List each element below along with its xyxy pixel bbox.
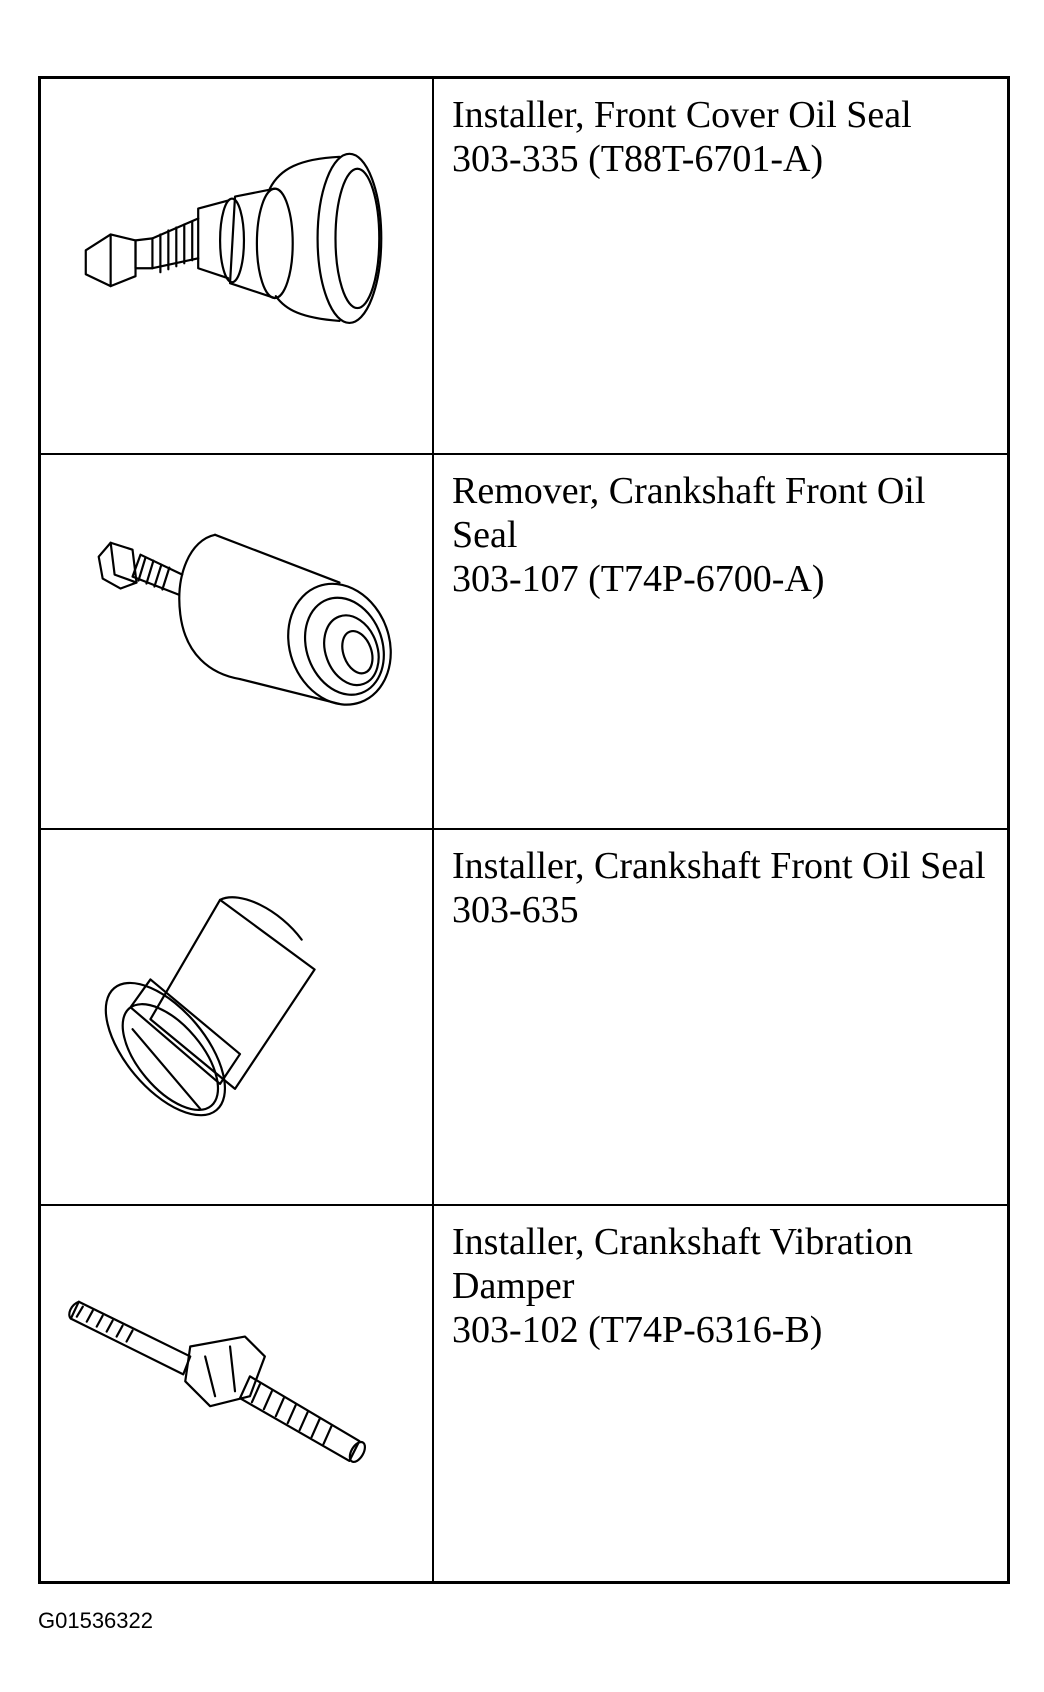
tool-description-cell: [434, 455, 1007, 831]
tool-description-cell: [434, 830, 1007, 1206]
tool-title: Installer, Front Cover Oil Seal: [452, 94, 912, 136]
tool-image-cell: [41, 79, 434, 455]
tool-image-cell: [41, 1206, 434, 1582]
crankshaft-front-oil-seal-installer-icon: [41, 830, 432, 1204]
front-cover-oil-seal-installer-icon: [41, 79, 432, 453]
figure-id: G01536322: [38, 1608, 153, 1633]
tool-description-cell: [434, 79, 1007, 455]
tool-number: 303-102 (T74P-6316-B): [452, 1308, 823, 1351]
tool-title: Installer, Crankshaft Vibration Damper: [452, 1220, 913, 1307]
crankshaft-front-oil-seal-remover-icon: [41, 455, 432, 829]
tool-title: Installer, Crankshaft Front Oil Seal: [452, 845, 986, 887]
tool-number: 303-335 (T88T-6701-A): [452, 138, 824, 180]
tool-title: Remover, Crankshaft Front Oil Seal: [452, 469, 926, 556]
vibration-damper-installer-icon: [41, 1206, 432, 1582]
tool-number: 303-635: [452, 889, 579, 931]
tool-image-cell: [41, 830, 434, 1206]
special-tools-table: [38, 76, 1010, 1584]
tool-description-cell: [434, 1206, 1007, 1582]
tool-image-cell: [41, 455, 434, 831]
tool-number: 303-107 (T74P-6700-A): [452, 557, 825, 600]
